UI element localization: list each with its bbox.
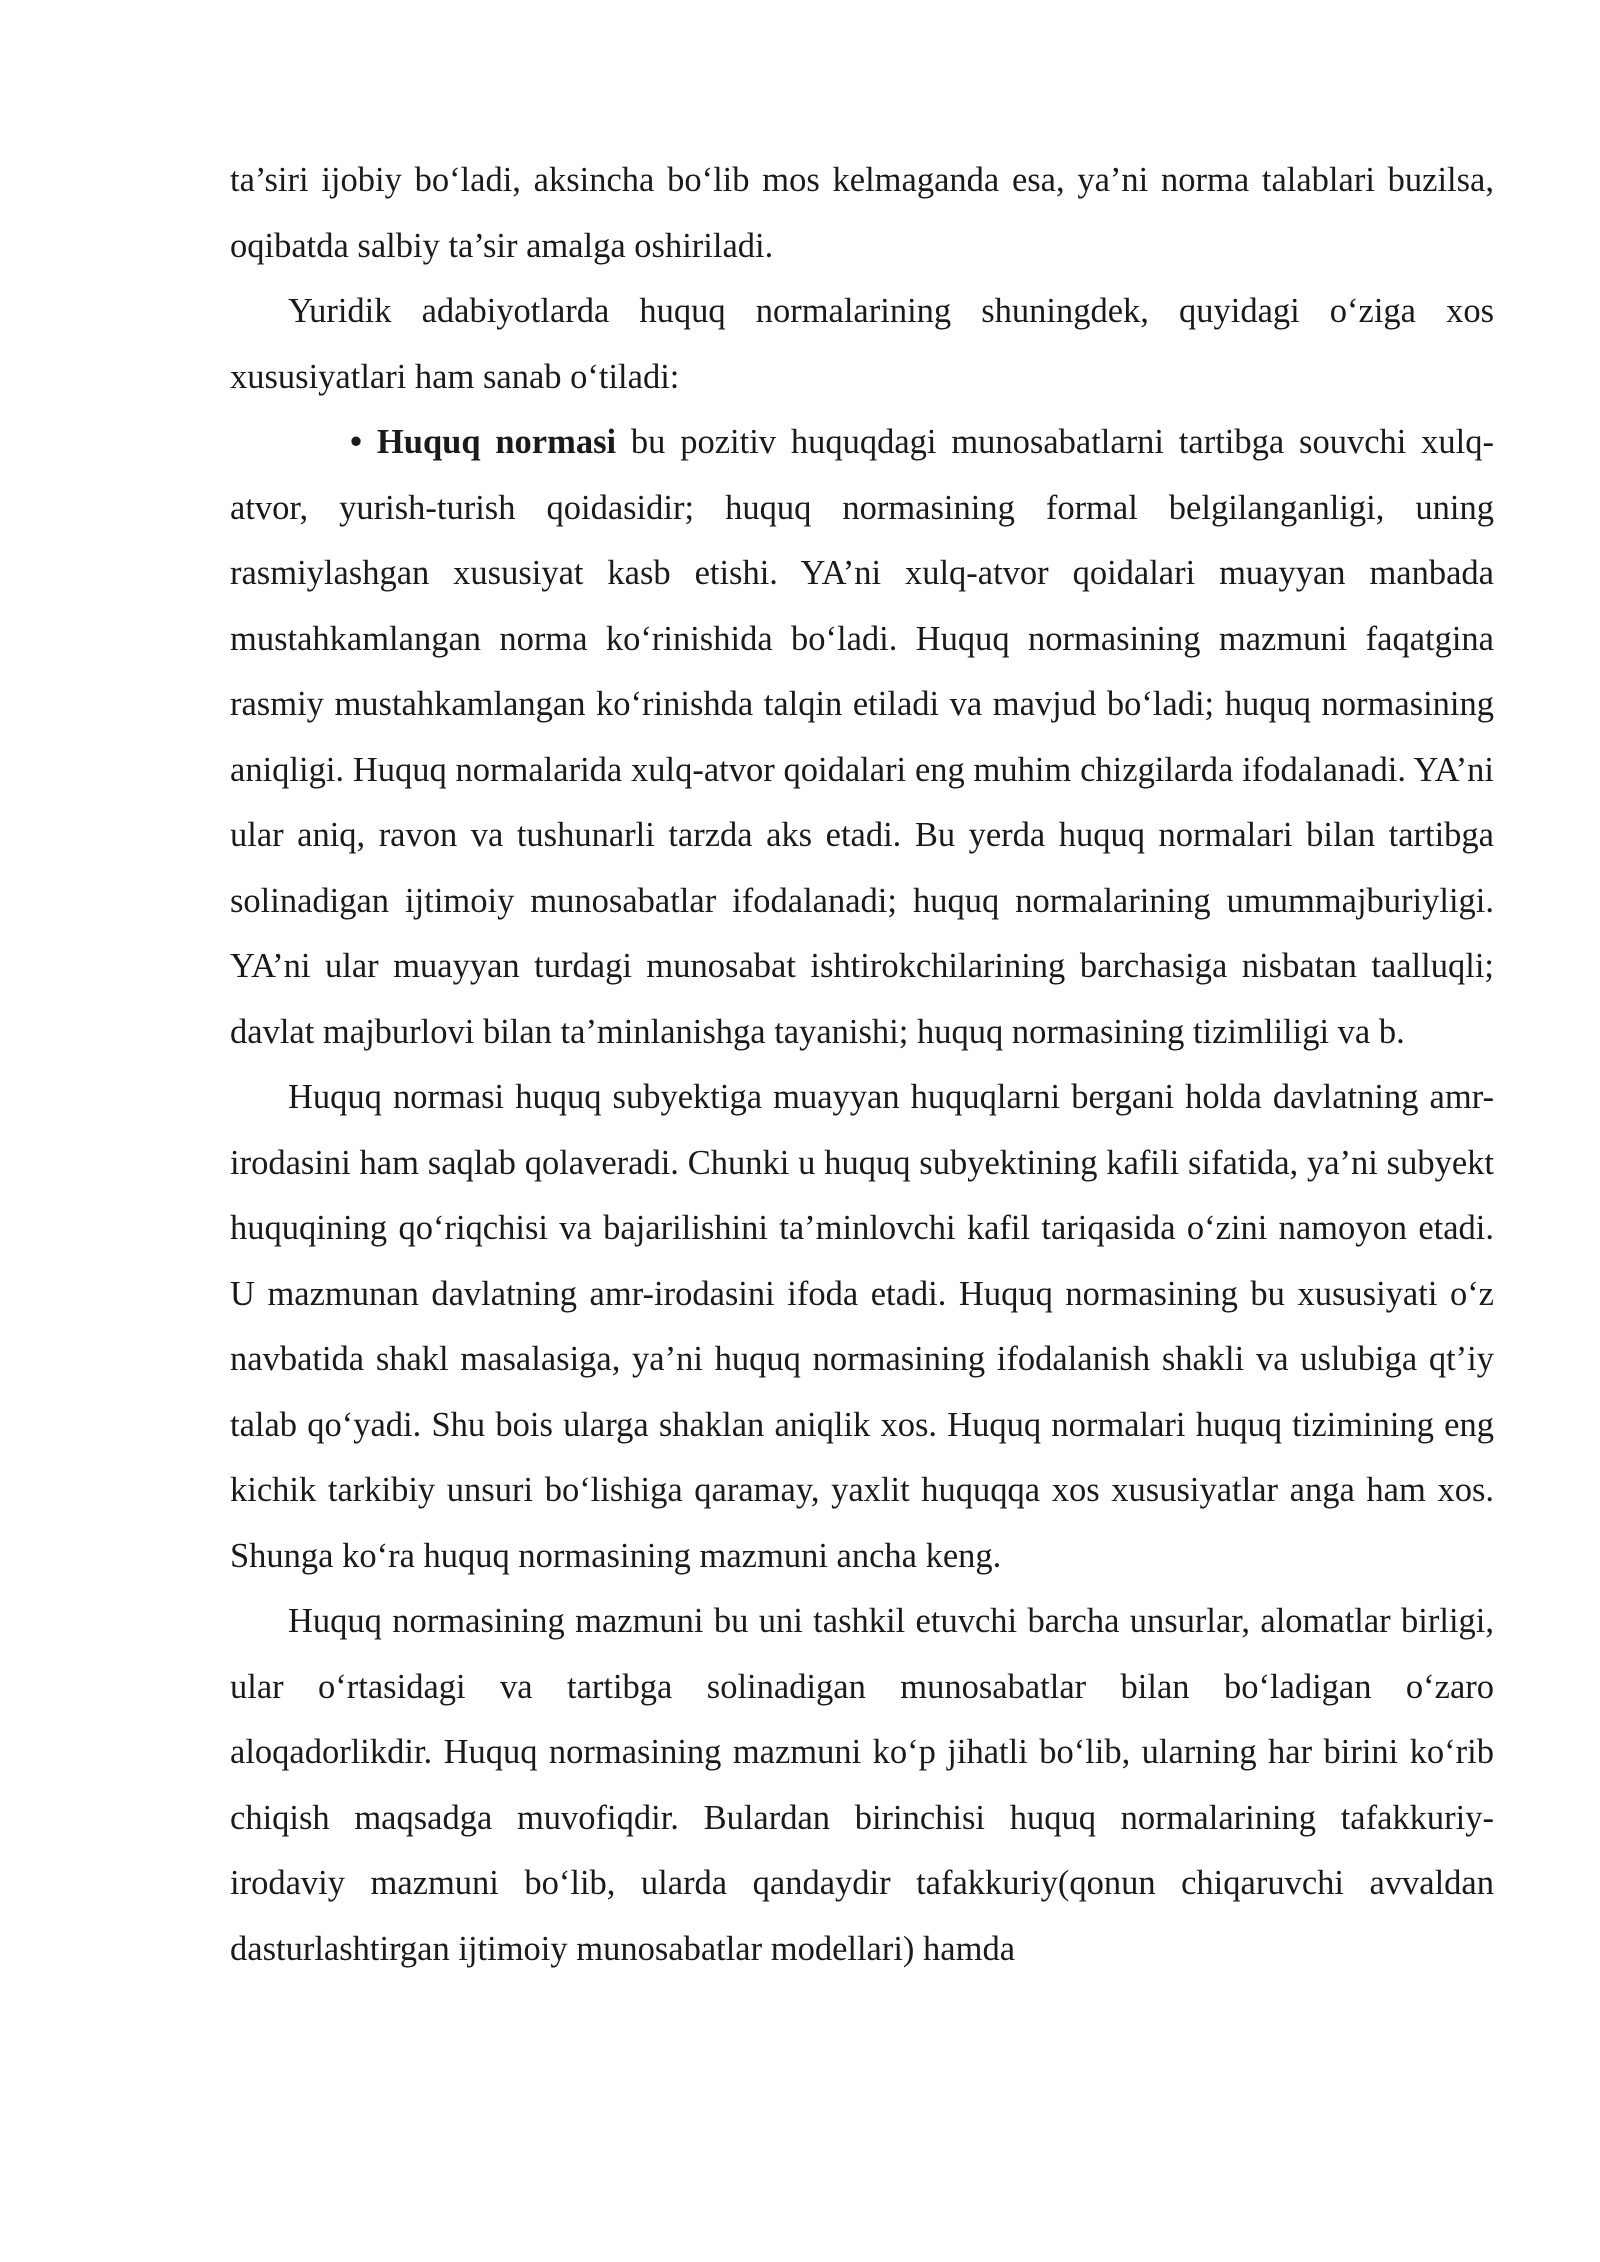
bullet-paragraph-text: bu pozitiv huquqdagi munosabatlarni tartibga souvchi xulq-atvor, yurish-turish qoidasidir; huquq normasining formal belgilanganligi, uning rasmiylashgan xususiyat kasb etishi. YA’ni xulq-atvor qoidalari muayyan manbada mustahkamlangan norma ko‘rinishida bo‘ladi. Huquq normasining mazmuni faqatgina rasmiy mustahkamlangan ko‘rinishda talqin etiladi va mavjud bo‘ladi; huquq normasining aniqligi. Huquq normalarida xulq-atvor qoidalari eng muhim chizgilarda ifodalanadi. YA’ni ular aniq, ravon va tushunarli tarzda aks etadi. Bu yerda huquq normalari bilan tartibga solinadigan ijtimoiy munosabatlar ifodalanadi; huquq normalarining umummajburiyligi. YA’ni ular muayyan turdagi munosabat ishtirokchilarining barchasiga nisbatan taalluqli; davlat majburlovi bilan ta’minlanishga tayanishi; huquq normasining tizimliligi va b. xyxy=(230,423,1494,1051)
paragraph-1: ta’siri ijobiy bo‘ladi, aksincha bo‘lib mos kelmaganda esa, ya’ni norma talablari buzilsa, oqibatda salbiy ta’sir amalga oshiriladi. xyxy=(230,161,1494,265)
document-page xyxy=(230,148,1494,1982)
bold-term: Huquq normasi xyxy=(376,423,617,461)
paragraph-2: Yuridik adabiyotlarda huquq normalarining shuningdek, quyidagi o‘ziga xos xususiyatlari ham sanab o‘tiladi: xyxy=(230,292,1494,396)
bullet-paragraph xyxy=(230,410,1494,1065)
paragraph-4: Huquq normasi huquq subyektiga muayyan huquqlarni bergani holda davlatning amr-irodasini ham saqlab qolaveradi. Chunki u huquq subyektining kafili sifatida, ya’ni subyekt huquqining qo‘riqchisi va bajarilishini ta’minlovchi kafil tariqasida o‘zini namoyon etadi. U mazmunan davlatning amr-irodasini ifoda etadi. Huquq normasining bu xususiyati o‘z navbatida shakl masalasiga, ya’ni huquq normasining ifodalanish shakli va uslubiga qt’iy talab qo‘yadi. Shu bois ularga shaklan aniqlik xos. Huquq normalari huquq tizimining eng kichik tarkibiy unsuri bo‘lishiga qaramay, yaxlit huquqqa xos xususiyatlar anga ham xos. Shunga ko‘ra huquq normasining mazmuni ancha keng. xyxy=(230,1078,1494,1575)
paragraph-5: Huquq normasining mazmuni bu uni tashkil etuvchi barcha unsurlar, alomatlar birligi, ular o‘rtasidagi va tartibga solinadigan munosabatlar bilan bo‘ladigan o‘zaro aloqadorlikdir. Huquq normasining mazmuni ko‘p jihatli bo‘lib, ularning har birini ko‘rib chiqish maqsadga muvofiqdir. Bulardan birinchisi huquq normalarining tafakkuriy-irodaviy mazmuni bo‘lib, ularda qandaydir tafakkuriy(qonun chiqaruvchi avvaldan dasturlashtirgan ijtimoiy munosabatlar modellari) hamda xyxy=(230,1602,1494,1968)
bullet-icon: • xyxy=(350,423,363,461)
